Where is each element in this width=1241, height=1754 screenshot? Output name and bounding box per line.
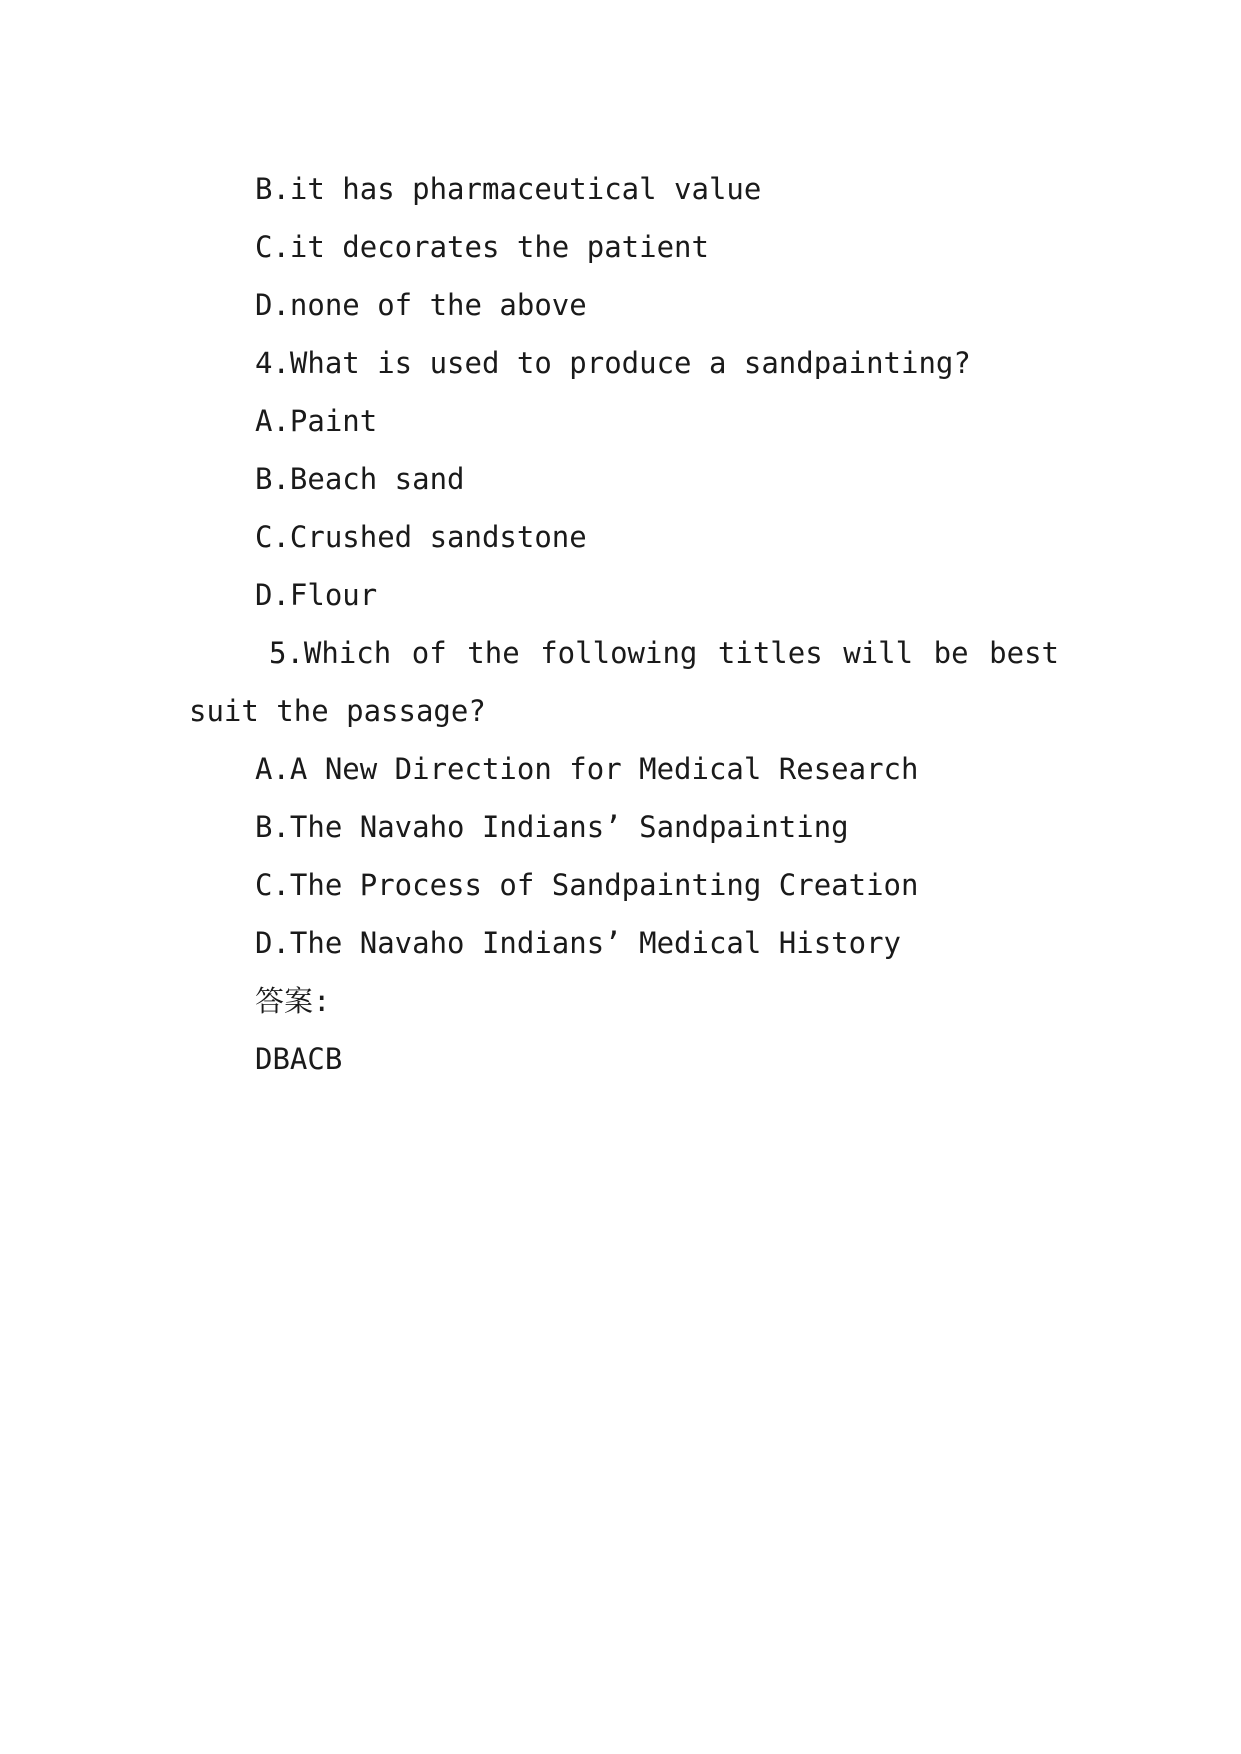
q3-option-c: C.it decorates the patient: [255, 230, 709, 264]
q3-option-b: B.it has pharmaceutical value: [255, 172, 762, 206]
q5-option-d: D.The Navaho Indians’ Medical History: [255, 926, 902, 960]
quiz-content: [189, 160, 1059, 1088]
q5-option-b: B.The Navaho Indians’ Sandpainting: [255, 810, 849, 844]
q5-option-c: C.The Process of Sandpainting Creation: [255, 868, 919, 902]
answer-value: DBACB: [255, 1042, 343, 1076]
q4-option-d: D.Flour: [255, 578, 378, 612]
q3-option-d: D.none of the above: [255, 288, 587, 322]
q5-prompt-line2: suit the passage?: [189, 694, 486, 728]
answer-label: 答案:: [255, 984, 331, 1018]
q5-option-a: A.A New Direction for Medical Research: [255, 752, 919, 786]
q4-option-a: A.Paint: [255, 404, 378, 438]
q4-prompt: 4.What is used to produce a sandpainting?: [255, 346, 971, 380]
q5-prompt-line1: 5.Which of the following titles will be best: [269, 636, 1059, 670]
q4-option-b: B.Beach sand: [255, 462, 465, 496]
q4-option-c: C.Crushed sandstone: [255, 520, 587, 554]
